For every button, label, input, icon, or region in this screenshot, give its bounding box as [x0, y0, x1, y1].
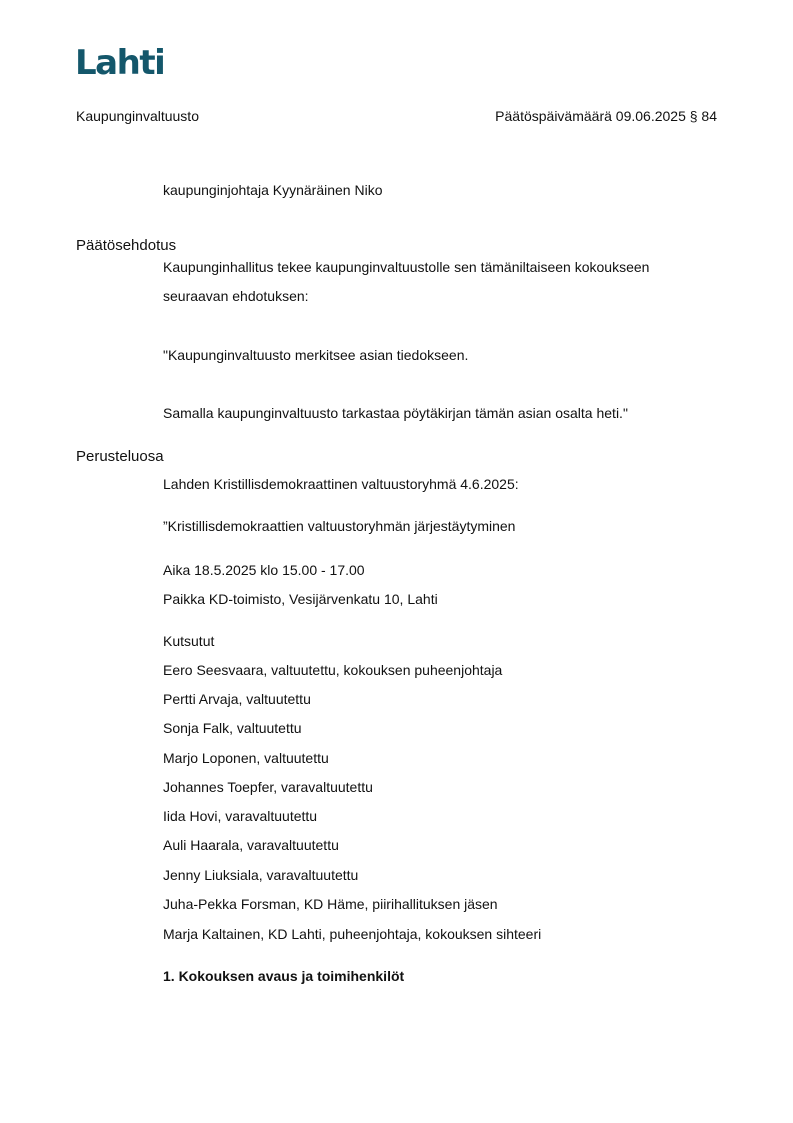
invited-item: Iida Hovi, varavaltuutettu — [163, 808, 318, 824]
invited-item: Marjo Loponen, valtuutettu — [163, 750, 329, 766]
invited-item: Sonja Falk, valtuutettu — [163, 720, 302, 736]
proposal-quote: "Kaupunginvaltuusto merkitsee asian tiedokseen. — [163, 347, 469, 363]
proposal-line: seuraavan ehdotuksen: — [163, 288, 309, 304]
grounds-heading: Perusteluosa — [76, 448, 164, 465]
lahti-logo: Lahti — [75, 43, 165, 83]
invited-item: Jenny Liuksiala, varavaltuutettu — [163, 867, 359, 883]
invited-item: Auli Haarala, varavaltuutettu — [163, 837, 339, 853]
memo-title: ”Kristillisdemokraattien valtuustoryhmän järjestäytyminen — [163, 518, 516, 534]
invited-item: Johannes Toepfer, varavaltuutettu — [163, 779, 373, 795]
invited-item: Juha-Pekka Forsman, KD Häme, piirihallituksen jäsen — [163, 896, 498, 912]
proposal-quote: Samalla kaupunginvaltuusto tarkastaa pöytäkirjan tämän asian osalta heti." — [163, 405, 628, 421]
meeting-time: Aika 18.5.2025 klo 15.00 - 17.00 — [163, 562, 365, 578]
organ-name: Kaupunginvaltuusto — [76, 108, 199, 124]
invited-item: Pertti Arvaja, valtuutettu — [163, 691, 311, 707]
presenter: kaupunginjohtaja Kyynäräinen Niko — [163, 182, 383, 198]
decision-date: Päätöspäivämäärä 09.06.2025 § 84 — [495, 108, 717, 124]
invited-item: Marja Kaltainen, KD Lahti, puheenjohtaja, kokouksen sihteeri — [163, 926, 542, 942]
proposal-heading: Päätösehdotus — [76, 237, 177, 254]
proposal-line: Kaupunginhallitus tekee kaupunginvaltuustolle sen tämäniltaiseen kokoukseen — [163, 259, 650, 275]
invited-heading: Kutsutut — [163, 633, 215, 649]
grounds-intro: Lahden Kristillisdemokraattinen valtuustoryhmä 4.6.2025: — [163, 476, 519, 492]
meeting-place: Paikka KD-toimisto, Vesijärvenkatu 10, Lahti — [163, 591, 438, 607]
section-heading: 1. Kokouksen avaus ja toimihenkilöt — [163, 968, 405, 984]
invited-item: Eero Seesvaara, valtuutettu, kokouksen puheenjohtaja — [163, 662, 503, 678]
